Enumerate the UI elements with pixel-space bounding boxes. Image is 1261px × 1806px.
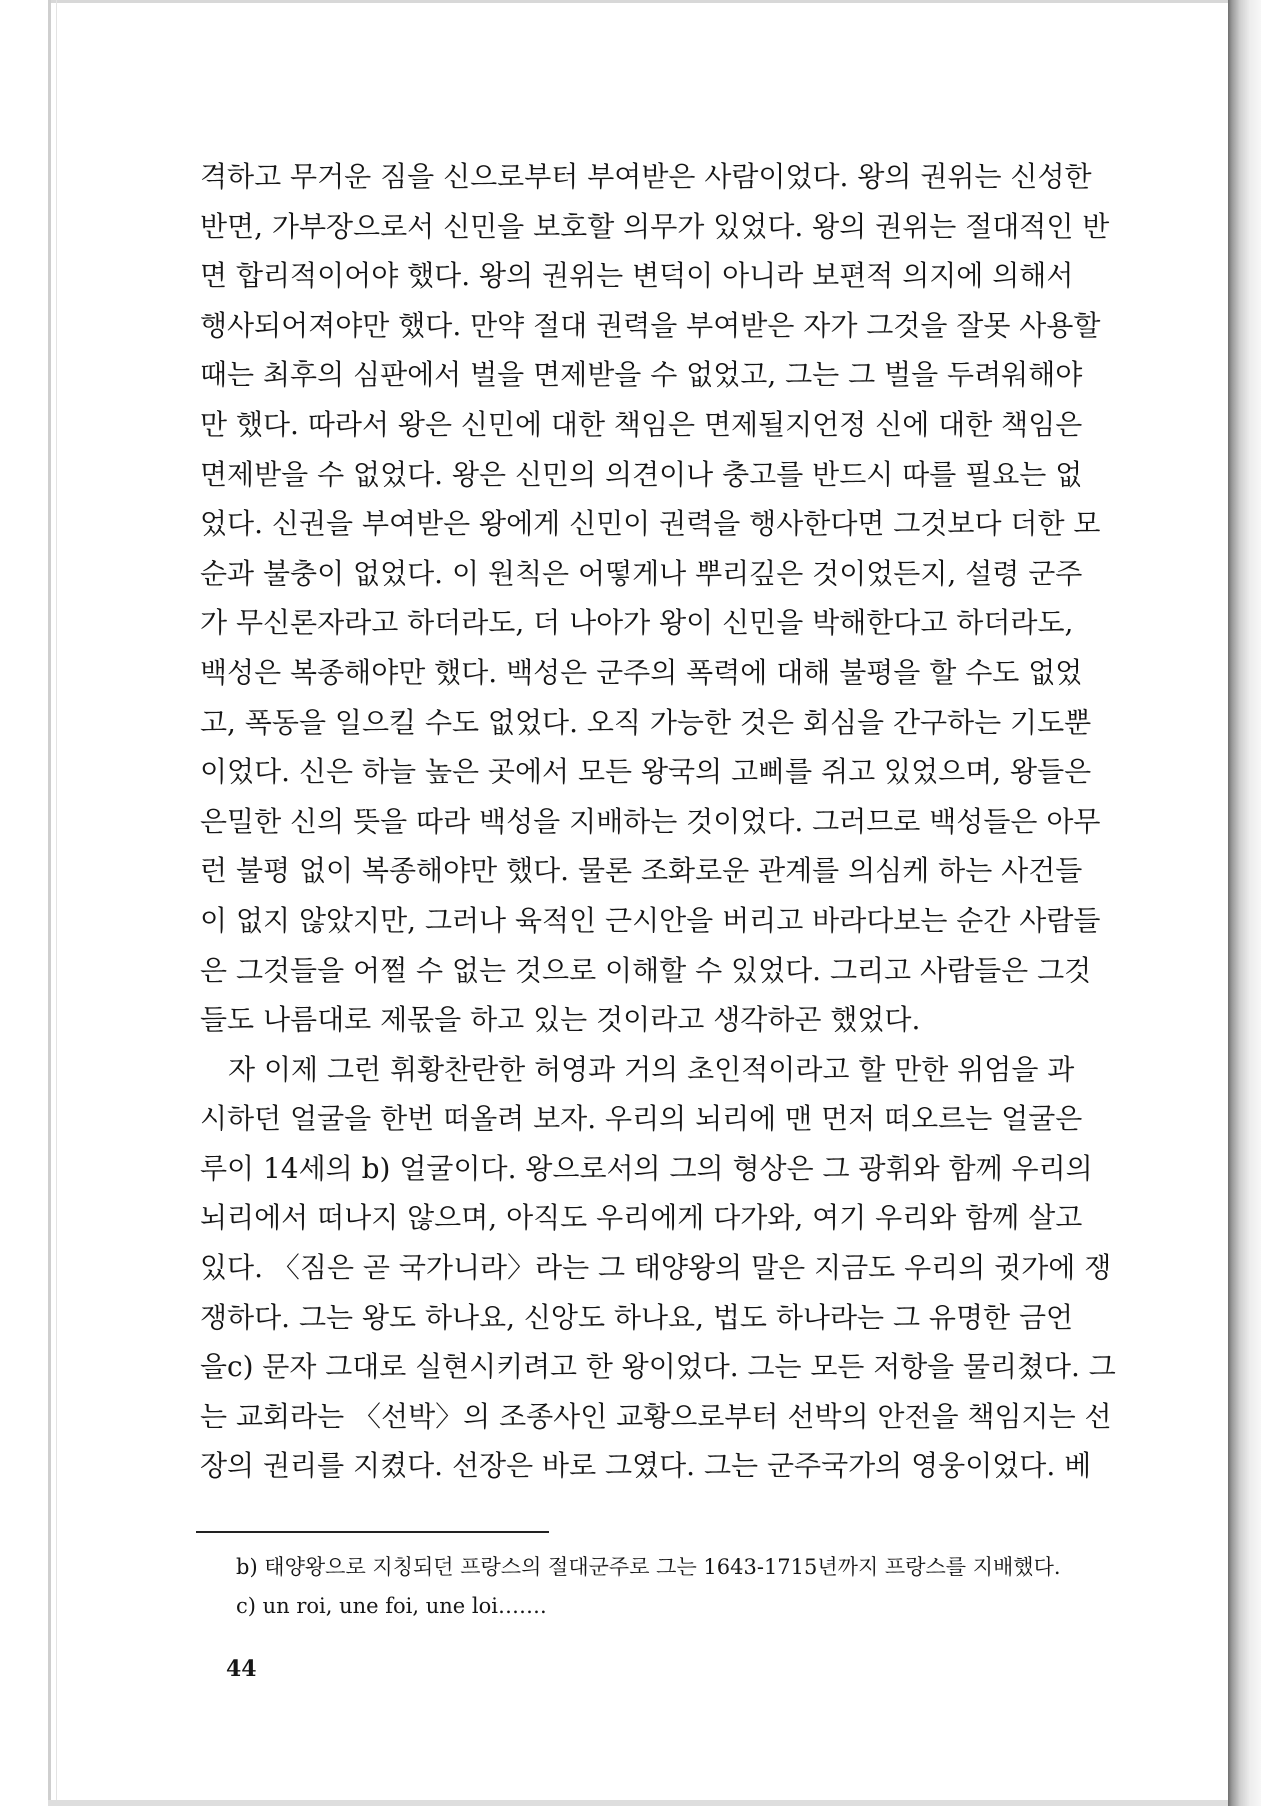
text-line: 자 이제 그런 휘황찬란한 허영과 거의 초인적이라고 할 만한 위엄을 과 [228,1052,1075,1086]
text-line: 이 없지 않았지만, 그러나 육적인 근시안을 버리고 바라다보는 순간 사람들 [200,903,1101,937]
text-line: 격하고 무거운 짐을 신으로부터 부여받은 사람이었다. 왕의 권위는 신성한 [200,160,1092,193]
text-line: 을c) 문자 그대로 실현시키려고 한 왕이었다. 그는 모든 저항을 물리쳤다. 그 [200,1350,1116,1384]
page-edge [48,1800,1228,1806]
text-line: 만 했다. 따라서 왕은 신민에 대한 책임은 면제될지언정 신에 대한 책임은 [200,407,1083,441]
footnotes [236,1548,1136,1626]
footnote: c) un roi, une foi, une loi……. [236,1594,547,1618]
text-line: 시하던 얼굴을 한번 떠올려 보자. 우리의 뇌리에 맨 먼저 떠오르는 얼굴은 [200,1102,1083,1136]
text-line: 때는 최후의 심판에서 벌을 면제받을 수 없었고, 그는 그 벌을 두려워해야 [200,358,1083,392]
footnote-divider [196,1531,549,1533]
page-number: 44 [226,1656,257,1682]
text-line: 런 불평 없이 복종해야만 했다. 물론 조화로운 관계를 의심케 하는 사건들 [200,854,1083,888]
page-edge [56,0,57,1806]
text-line: 순과 불충이 없었다. 이 원칙은 어떻게나 뿌리깊은 것이었든지, 설령 군주 [200,556,1083,590]
footnote: b) 태양왕으로 지칭되던 프랑스의 절대군주로 그는 1643-1715년까지 프랑스를 지배했다. [236,1555,1061,1579]
text-line: 었다. 신권을 부여받은 왕에게 신민이 권력을 행사한다면 그것보다 더한 모 [200,507,1101,541]
text-line: 는 교회라는 〈선박〉의 조종사인 교황으로부터 선박의 안전을 책임지는 선 [200,1399,1112,1433]
text-line: 쟁하다. 그는 왕도 하나요, 신앙도 하나요, 법도 하나라는 그 유명한 금언 [200,1300,1074,1334]
text-line: 면제받을 수 없었다. 왕은 신민의 의견이나 충고를 반드시 따를 필요는 없 [200,457,1083,491]
text-line: 반면, 가부장으로서 신민을 보호할 의무가 있었다. 왕의 권위는 절대적인 반 [200,209,1110,243]
text-line: 뇌리에서 떠나지 않으며, 아직도 우리에게 다가와, 여기 우리와 함께 살고 [200,1201,1083,1235]
text-line: 들도 나름대로 제몫을 하고 있는 것이라고 생각하곤 했었다. [200,1003,921,1037]
page-binding-shadow [1228,0,1261,1806]
text-line: 장의 권리를 지켰다. 선장은 바로 그였다. 그는 군주국가의 영웅이었다. 베 [200,1449,1092,1483]
page-edge [48,0,51,1806]
text-line: 행사되어져야만 했다. 만약 절대 권력을 부여받은 자가 그것을 잘못 사용할 [200,308,1101,342]
text-line: 있다. 〈짐은 곧 국가니라〉라는 그 태양왕의 말은 지금도 우리의 귓가에 쟁 [200,1251,1112,1285]
text-line: 고, 폭동을 일으킬 수도 없었다. 오직 가능한 것은 회심을 간구하는 기도뿐 [200,705,1092,739]
text-line: 이었다. 신은 하늘 높은 곳에서 모든 왕국의 고삐를 쥐고 있었으며, 왕들은 [200,755,1092,789]
body-text [200,152,1116,1491]
text-line: 가 무신론자라고 하더라도, 더 나아가 왕이 신민을 박해한다고 하더라도, [200,606,1074,640]
text-line: 루이 14세의 b) 얼굴이다. 왕으로서의 그의 형상은 그 광휘와 함께 우리의 [200,1151,1093,1185]
page-edge [48,0,1228,3]
text-line: 은 그것들을 어쩔 수 없는 것으로 이해할 수 있었다. 그리고 사람들은 그것 [200,953,1092,987]
text-line: 은밀한 신의 뜻을 따라 백성을 지배하는 것이었다. 그러므로 백성들은 아무 [200,804,1101,838]
text-line: 백성은 복종해야만 했다. 백성은 군주의 폭력에 대해 불평을 할 수도 없었 [200,655,1083,689]
text-line: 면 합리적이어야 했다. 왕의 권위는 변덕이 아니라 보편적 의지에 의해서 [200,259,1074,293]
